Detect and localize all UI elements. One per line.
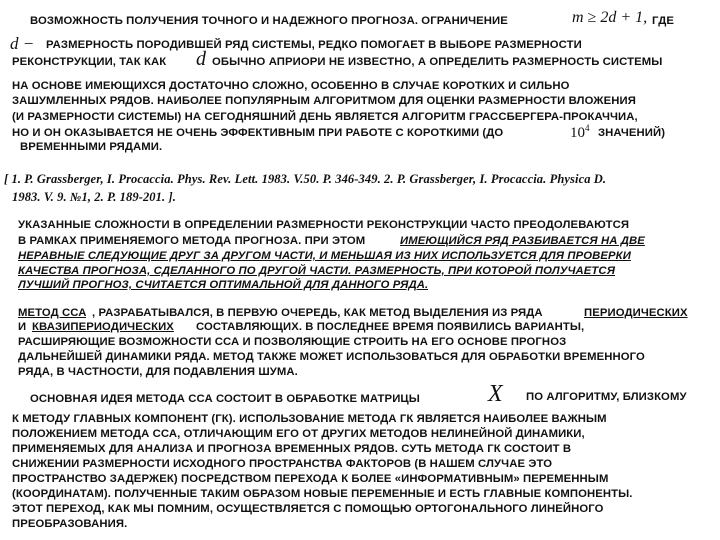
text-line: РЯДА, В ЧАСТНОСТИ, ДЛЯ ПОДАВЛЕНИЯ ШУМА. bbox=[18, 366, 298, 378]
text-line: РАЗМЕРНОСТЬ ПОРОДИВШЕЙ РЯД СИСТЕМЫ, РЕДКО ПОМОГАЕТ В ВЫБОРЕ РАЗМЕРНОСТИ bbox=[46, 39, 582, 51]
text-line: СНИЖЕНИИ РАЗМЕРНОСТИ ИСХОДНОГО ПРОСТРАНСТВА ФАКТОРОВ (В НАШЕМ СЛУЧАЕ ЭТО bbox=[12, 458, 553, 470]
method-ssa-term: МЕТОД ССА bbox=[18, 307, 87, 319]
periodic-term: ПЕРИОДИЧЕСКИХ bbox=[584, 307, 688, 319]
text-line: НО И ОН ОКАЗЫВАЕТСЯ НЕ ОЧЕНЬ ЭФФЕКТИВНЫМ ПРИ РАБОТЕ С КОРОТКИМИ (ДО bbox=[12, 127, 504, 139]
text-line-emphasis: КАЧЕСТВА ПРОГНОЗА, СДЕЛАННОГО ПО ДРУГОЙ ЧАСТИ. РАЗМЕРНОСТЬ, ПРИ КОТОРОЙ ПОЛУЧАЕТСЯ bbox=[18, 265, 616, 277]
text-line: К МЕТОДУ ГЛАВНЫХ КОМПОНЕНТ (ГК). ИСПОЛЬЗОВАНИЕ МЕТОДА ГК ЯВЛЯЕТСЯ НАИБОЛЕЕ ВАЖНЫМ bbox=[12, 413, 607, 425]
text-line: ПОЛОЖЕНИЕМ МЕТОДА ССА, ОТЛИЧАЮЩИМ ЕГО ОТ ДРУГИХ МЕТОДОВ НЕЛИНЕЙНОЙ ДИНАМИКИ, bbox=[12, 428, 585, 440]
text-line: И bbox=[18, 321, 27, 333]
reference-line: 1983. V. 9. №1, 2. P. 189-201. ]. bbox=[12, 190, 176, 204]
text-line: РЕКОНСТРУКЦИИ, ТАК КАК bbox=[12, 56, 167, 68]
text-line: ПРЕОБРАЗОВАНИЯ. bbox=[12, 518, 128, 530]
math-variable-d: d bbox=[196, 48, 206, 70]
text-line: ЗНАЧЕНИЙ) bbox=[598, 127, 666, 139]
math-variable-d: d − bbox=[10, 34, 35, 53]
text-line: УКАЗАННЫЕ СЛОЖНОСТИ В ОПРЕДЕЛЕНИИ РАЗМЕРНОСТИ РЕКОНСТРУКЦИИ ЧАСТО ПРЕОДОЛЕВАЮТСЯ bbox=[18, 219, 630, 231]
text-line-emphasis: ЛУЧШИЙ ПРОГНОЗ, СЧИТАЕТСЯ ОПТИМАЛЬНОЙ ДЛЯ ДАННОГО РЯДА. bbox=[18, 279, 429, 291]
math-matrix-x: X bbox=[488, 381, 503, 407]
text-line: (И РАЗМЕРНОСТИ СИСТЕМЫ) НА СЕГОДНЯШНИЙ ДЕНЬ ЯВЛЯЕТСЯ АЛГОРИТМ ГРАССБЕРГЕРА-ПРОКАЧЧИА, bbox=[12, 111, 638, 123]
text-line: ДАЛЬНЕЙШЕЙ ДИНАМИКИ РЯДА. МЕТОД ТАКЖЕ МОЖЕТ ИСПОЛЬЗОВАТЬСЯ ДЛЯ ОБРАБОТКИ ВРЕМЕННОГО bbox=[18, 351, 645, 363]
text-line: ПО АЛГОРИТМУ, БЛИЗКОМУ bbox=[526, 391, 687, 403]
text-line: СОСТАВЛЯЮЩИХ. В ПОСЛЕДНЕЕ ВРЕМЯ ПОЯВИЛИСЬ ВАРИАНТЫ, bbox=[196, 321, 585, 333]
text-line: В РАМКАХ ПРИМЕНЯЕМОГО МЕТОДА ПРОГНОЗА. ПРИ ЭТОМ bbox=[18, 235, 366, 247]
text-line: , РАЗРАБАТЫВАЛСЯ, В ПЕРВУЮ ОЧЕРЕДЬ, КАК МЕТОД ВЫДЕЛЕНИЯ ИЗ РЯДА bbox=[92, 307, 543, 319]
text-line: ЗАШУМЛЕННЫХ РЯДОВ. НАИБОЛЕЕ ПОПУЛЯРНЫМ АЛГОРИТМОМ ДЛЯ ОЦЕНКИ РАЗМЕРНОСТИ ВЛОЖЕНИЯ bbox=[12, 95, 636, 107]
text-line: ВРЕМЕННЫМИ РЯДАМИ. bbox=[20, 141, 163, 153]
text-line: РАСШИРЯЮЩИЕ ВОЗМОЖНОСТИ ССА И ПОЗВОЛЯЮЩИЕ СТРОИТЬ НА ЕГО ОСНОВЕ ПРОГНОЗ bbox=[18, 336, 567, 348]
text-line: ПРОСТРАНСТВО ЗАДЕРЖЕК) ПОСРЕДСТВОМ ПЕРЕХОДА К БОЛЕЕ «ИНФОРМАТИВНЫМ» ПЕРЕМЕННЫМ bbox=[12, 473, 609, 485]
reference-line: [ 1. P. Grassberger, I. Procaccia. Phys. Rev. Lett. 1983. V.50. P. 346-349. 2. P. Grassberger, I. Procaccia. Physica D. bbox=[4, 172, 607, 186]
text-line: НА ОСНОВЕ ИМЕЮЩИХСЯ ДОСТАТОЧНО СЛОЖНО, ОСОБЕННО В СЛУЧАЕ КОРОТКИХ И СИЛЬНО bbox=[12, 80, 570, 92]
text-line: ПРИМЕНЯЕМЫХ ДЛЯ АНАЛИЗА И ПРОГНОЗА ВРЕМЕННЫХ РЯДОВ. СУТЬ МЕТОДА ГК СОСТОИТ В bbox=[12, 443, 572, 455]
text-line: ЭТОТ ПЕРЕХОД, КАК МЫ ПОМНИМ, ОСУЩЕСТВЛЯЕТСЯ С ПОМОЩЬЮ ОРТОГОНАЛЬНОГО ЛИНЕЙНОГО bbox=[12, 503, 604, 515]
text-line: ОСНОВНАЯ ИДЕЯ МЕТОДА ССА СОСТОИТ В ОБРАБОТКЕ МАТРИЦЫ bbox=[30, 393, 420, 405]
text-line-emphasis: НЕРАВНЫЕ СЛЕДУЮЩИЕ ДРУГ ЗА ДРУГОМ ЧАСТИ, И МЕНЬШАЯ ИЗ НИХ ИСПОЛЬЗУЕТСЯ ДЛЯ ПРОВЕРКИ bbox=[18, 250, 631, 262]
text-line-emphasis: ИМЕЮЩИЙСЯ РЯД РАЗБИВАЕТСЯ НА ДВЕ bbox=[400, 235, 645, 247]
math-power-ten: $10^4$ bbox=[570, 123, 590, 141]
quasiperiodic-term: КВАЗИПЕРИОДИЧЕСКИХ bbox=[32, 321, 174, 333]
text-line: ГДЕ bbox=[652, 15, 675, 27]
text-line: ОБЫЧНО АПРИОРИ НЕ ИЗВЕСТНО, А ОПРЕДЕЛИТЬ РАЗМЕРНОСТЬ СИСТЕМЫ bbox=[212, 56, 663, 68]
formula-embedding-dimension: m ≥ 2d + 1, bbox=[572, 9, 648, 26]
text-line: ВОЗМОЖНОСТЬ ПОЛУЧЕНИЯ ТОЧНОГО И НАДЕЖНОГО ПРОГНОЗА. ОГРАНИЧЕНИЕ bbox=[30, 15, 508, 27]
text-line: (КООРДИНАТАМ). ПОЛУЧЕННЫЕ ТАКИМ ОБРАЗОМ НОВЫЕ ПЕРЕМЕННЫЕ И ЕСТЬ ГЛАВНЫЕ КОМПОНЕНТЫ. bbox=[12, 488, 633, 500]
